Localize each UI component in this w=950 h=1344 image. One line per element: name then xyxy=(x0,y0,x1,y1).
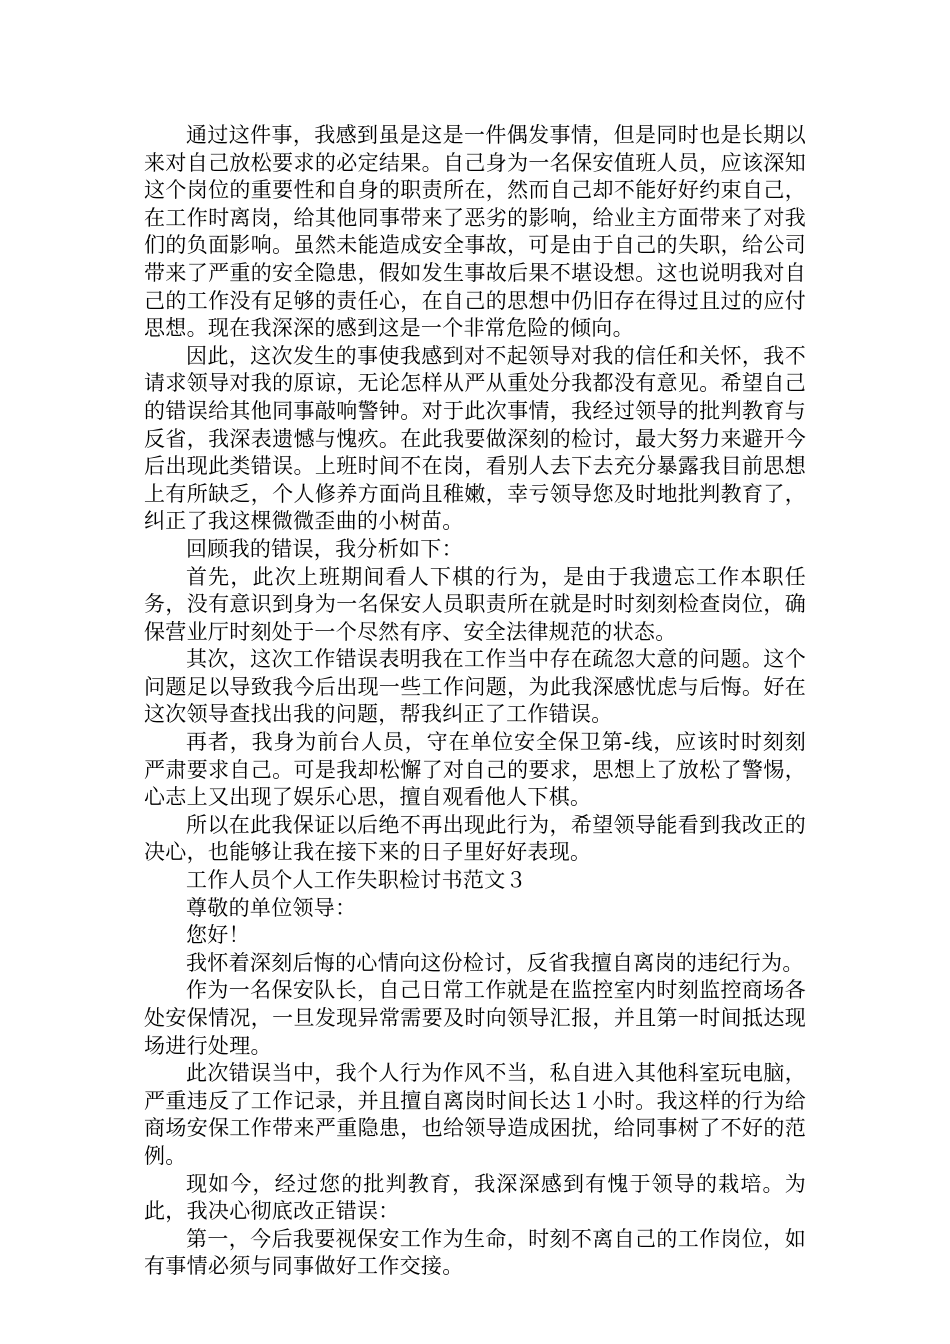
paragraph-7: 所以在此我保证以后绝不再出现此行为，希望领导能看到我改正的决心，也能够让我在接下来的日子里好好表现。 xyxy=(144,812,806,865)
paragraph-11: 现如今，经过您的批判教育，我深深感到有愧于领导的栽培。为此，我决心彻底改正错误： xyxy=(144,1171,806,1224)
section-title: 工作人员个人工作失职检讨书范文３ xyxy=(186,868,527,893)
paragraph-1: 通过这件事，我感到虽是这是一件偶发事情，但是同时也是长期以来对自己放松要求的必定结果。自己身为一名保安值班人员，应该深知这个岗位的重要性和自身的职责所在，然而自己却不能好好约束自己，在工作时离岗，给其他同事带来了恶劣的影响，给业主方面带来了对我们的负面影响。虽然未能造成安全事故，可是由于自己的失职，给公司带来了严重的安全隐患，假如发生事故后果不堪设想。这也说明我对自己的工作没有足够的责任心，在自己的思想中仍旧存在得过且过的应付思想。现在我深深的感到这是一个非常危险的倾向。 xyxy=(144,123,806,341)
paragraph-2: 因此，这次发生的事使我感到对不起领导对我的信任和关怀，我不请求领导对我的原谅，无论怎样从严从重处分我都没有意见。希望自己的错误给其他同事敲响警钟。对于此次事情，我经过领导的批判教育与反省，我深表遗憾与愧疚。在此我要做深刻的检讨，最大努力来避开今后出现此类错误。上班时间不在岗，看别人去下去充分暴露我目前思想上有所缺乏，个人修养方面尚且稚嫩，幸亏领导您及时地批判教育了，纠正了我这棵微微歪曲的小树苗。 xyxy=(144,343,806,534)
salutation: 尊敬的单位领导： xyxy=(186,895,357,920)
paragraph-12: 第一，今后我要视保安工作为生命，时刻不离自己的工作岗位，如有事情必须与同事做好工作交接。 xyxy=(144,1226,806,1279)
paragraph-10: 此次错误当中，我个人行为作风不当，私自进入其他科室玩电脑，严重违反了工作记录，并且擅自离岗时间长达１小时。我这样的行为给商场安保工作带来严重隐患，也给领导造成困扰，给同事树了不好的范例。 xyxy=(144,1061,806,1168)
paragraph-6: 再者，我身为前台人员，守在单位安全保卫第-线，应该时时刻刻严肃要求自己。可是我却松懈了对自己的要求，思想上了放松了警惕，心志上又出现了娱乐心思，擅自观看他人下棋。 xyxy=(144,730,806,810)
paragraph-4: 首先，此次上班期间看人下棋的行为，是由于我遗忘工作本职任务，没有意识到身为一名保安人员职责所在就是时时刻刻检查岗位，确保营业厅时刻处于一个尽然有序、安全法律规范的状态。 xyxy=(144,564,806,644)
document-body xyxy=(144,122,806,1281)
paragraph-9: 作为一名保安队长，自己日常工作就是在监控室内时刻监控商场各处安保情况，一旦发现异常需要及时向领导汇报，并且第一时间抵达现场进行处理。 xyxy=(144,978,806,1058)
paragraph-8: 我怀着深刻后悔的心情向这份检讨，反省我擅自离岗的违纪行为。 xyxy=(186,950,804,975)
paragraph-5: 其次，这次工作错误表明我在工作当中存在疏忽大意的问题。这个问题足以导致我今后出现一些工作问题，为此我深感忧虑与后悔。好在这次领导查找出我的问题，帮我纠正了工作错误。 xyxy=(144,647,806,727)
greeting: 您好！ xyxy=(186,923,250,948)
paragraph-3: 回顾我的错误，我分析如下： xyxy=(186,536,463,561)
